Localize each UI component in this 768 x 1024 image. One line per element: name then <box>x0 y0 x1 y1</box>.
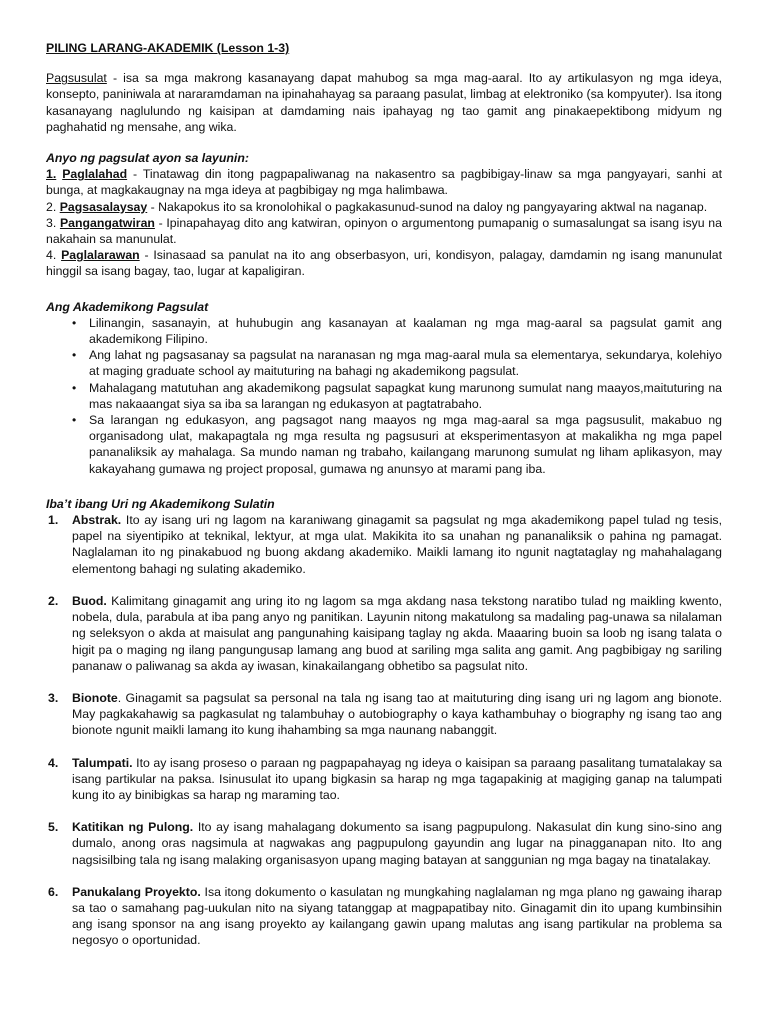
uri-item-number: 3. <box>48 690 59 705</box>
uri-item-term: Abstrak. <box>72 513 122 528</box>
akademiko-bullet-list <box>46 315 722 477</box>
list-item <box>46 819 722 868</box>
uri-item-text: Ito ay isang mahalagang dokumento sa isang pagpupulong. Nakasulat din kung sino-sino ang dumalo, anong oras nagsimula at nagwakas ang pagpupulong gayundin ang lugar na pinagganapan nito. Ito ang nagsisilbing tala ng isang malaking organisasyon upang maging batayan at sanggunian ng mga bagay na tinatalakay. <box>72 820 722 867</box>
anyo-item <box>46 215 722 247</box>
bullet-text: Mahalagang matutuhan ang akademikong pagsulat sapagkat kung marunong sumulat nang maayos,maituturing na mas nakaaangat siya sa iba sa larangan ng edukasyon at pagtatrabaho. <box>89 380 722 411</box>
anyo-item-number: 4. <box>46 248 57 263</box>
anyo-item-term: Paglalarawan <box>61 248 140 263</box>
bullet-icon: • <box>72 413 77 428</box>
uri-item-text: Ito ay isang uri ng lagom na karaniwang ginagamit sa pagsulat ng mga akademikong papel tulad ng tesis, papel na siyentipiko at teknikal, lektyur, at mga ulat. Makikita ito sa unahan ng pananaliksik o pahina ng pamagat. Naglalaman ito ng pinakabuod ng buong akdang akademiko. Maikli lamang ito ngunit nagtataglay ng mahahalagang elementong bahagi ng sulating akademiko. <box>72 513 722 576</box>
list-item <box>46 380 722 412</box>
intro-paragraph <box>46 70 722 135</box>
list-item <box>46 755 722 804</box>
uri-item-term: Bionote <box>72 690 118 705</box>
bullet-icon: • <box>72 348 77 363</box>
uri-item-text: Kalimitang ginagamit ang uring ito ng lagom sa mga akdang nasa tekstong naratibo tulad ng maikling kwento, nobela, dula, parabula at iba pang anyo ng panitikan. Layunin nitong makatulong sa madaling pag-unawa sa nilalaman ng seleksyon o akda at maisulat ang pangunahing kaisipang taglay ng akda. Maaaring buoin sa loob ng isang talata o higit pa o maging ng ilang pangungusap lamang ang buod at sariling mga salita ang gamit. Ang pagbibigay ng sariling pananaw o paliwanag sa akda ay iwasan, kinakailangang obhetibo sa pagsulat nito. <box>72 593 722 673</box>
anyo-item <box>46 199 722 215</box>
anyo-item-text: - Nakapokus ito sa kronolohikal o pagkakasunud-sunod na daloy ng pangyayaring aktwal na naganap. <box>147 199 708 214</box>
intro-text: - isa sa mga makrong kasanayang dapat mahubog sa mga mag-aaral. Ito ay artikulasyon ng mga ideya, konsepto, paniniwala at nararamdaman na ipinahahayag sa paraang pasulat, limbag at elektroniko (sa kompyuter). Isa itong kasanayang naglulundo ng kaisipan at damdaming nais ipahayag ng tao gamit ang pinakaepektibong midyum ng paghahatid ng mensahe, ang wika. <box>46 71 722 134</box>
uri-item-term: Panukalang Proyekto. <box>72 884 201 899</box>
uri-item-number: 5. <box>48 820 59 835</box>
page-title: PILING LARANG-AKADEMIK (Lesson 1-3) <box>46 41 290 55</box>
uri-item-term: Katitikan ng Pulong. <box>72 820 194 835</box>
uri-item-number: 1. <box>48 513 59 528</box>
bullet-text: Sa larangan ng edukasyon, ang pagsagot nang maayos ng mga mag-aaral sa mga pagsusulit, makabuo ng organisadong ulat, makapagtala ng mga resulta ng pagsusuri at eksperimentasyon at makalikha ng mga papel pananaliksik ay mahalaga. Sa mundo naman ng trabaho, kailangang marunong sumulat ng liham aplikasyon, may kakayahang gumawa ng project proposal, gumawa ng anunsyo at marami pang iba. <box>89 413 722 476</box>
uri-item-number: 2. <box>48 593 59 608</box>
list-item <box>46 593 722 674</box>
list-item <box>46 347 722 379</box>
anyo-item-number: 1. <box>46 167 57 182</box>
bullet-icon: • <box>72 315 77 330</box>
anyo-item-text: - Tinatawag din itong pagpapaliwanag na nakasentro sa pagbibigay-linaw sa mga pangyayari, sanhi at bunga, at magkakaugnay na mga ideya at pagbibigay ng mga halimbawa. <box>46 167 722 198</box>
anyo-item-number: 2. <box>46 199 57 214</box>
intro-term: Pagsusulat <box>46 71 107 86</box>
list-item <box>46 315 722 347</box>
anyo-item <box>46 247 722 279</box>
list-item <box>46 412 722 477</box>
uri-numbered-list <box>46 512 722 948</box>
uri-item-text: . Ginagamit sa pagsulat sa personal na tala ng isang tao at maituturing ding isang uri ng lagom ang bionote. May pagkakahawig sa pagkasulat ng talambuhay o autobiography o kaya kathambuhay o biography ng isang tao ang bionote ngunit maikli lamang ito kung ihahambing sa mga naunang nabanggit. <box>72 690 722 738</box>
uri-item-term: Buod. <box>72 593 107 608</box>
uri-item-text: Isa itong dokumento o kasulatan ng mungkahing naglalaman ng mga plano ng gawaing iharap sa tao o samahang pag-uukulan nito na siyang tatanggap at magpapatibay nito. Ginagamit din ito upang kumbinsihin ang isang sponsor na ang isang proyekto ay kailangang gawin upang malutas ang isang partikular na problema sa negosyo o oportunidad. <box>72 884 722 948</box>
bullet-text: Ang lahat ng pagsasanay sa pagsulat na naranasan ng mga mag-aaral mula sa elementarya, sekundarya, kolehiyo at maging graduate school ay maituturing na bahagi ng akademikong pagsulat. <box>89 348 722 379</box>
list-item <box>46 690 722 739</box>
uri-item-term: Talumpati. <box>72 755 133 770</box>
anyo-item-number: 3. <box>46 215 57 230</box>
bullet-text: Lilinangin, sasanayin, at huhubugin ang kasanayan at kaalaman ng mga mag-aaral sa pagsulat gamit ang akademikong Filipino. <box>89 315 722 347</box>
bullet-icon: • <box>72 380 77 395</box>
uri-item-number: 4. <box>48 755 59 770</box>
anyo-item-text: - Ipinapahayag dito ang katwiran, opinyon o argumentong pumapanig o sumasalungat sa isang isyu na nakahain sa manunulat. <box>46 215 722 247</box>
anyo-item <box>46 166 722 198</box>
anyo-item-term: Pagsasalaysay <box>59 199 148 214</box>
anyo-item-text: - Isinasaad sa panulat na ito ang obserbasyon, uri, kondisyon, palagay, damdamin ng isang manunulat hinggil sa isang bagay, tao, lugar at kapaligiran. <box>46 248 722 279</box>
uri-item-text: Ito ay isang proseso o paraan ng pagpapahayag ng ideya o kaisipan sa paraang pasalitang tumatalakay sa isang partikular na paksa. Isinusulat ito upang bigkasin sa harap ng mga tagapakinig at magiging ganap na talumpati kung ito ay binibigkas sa harap ng maraming tao. <box>72 755 722 802</box>
anyo-item-term: Paglalahad <box>62 167 128 182</box>
akademiko-heading: Ang Akademikong Pagsulat <box>46 299 209 314</box>
anyo-item-term: Pangangatwiran <box>59 215 155 230</box>
uri-item-number: 6. <box>48 884 59 899</box>
anyo-heading: Anyo ng pagsulat ayon sa layunin: <box>46 151 249 166</box>
uri-heading: Iba’t ibang Uri ng Akademikong Sulatin <box>46 496 275 511</box>
list-item <box>46 512 722 577</box>
list-item <box>46 884 722 949</box>
